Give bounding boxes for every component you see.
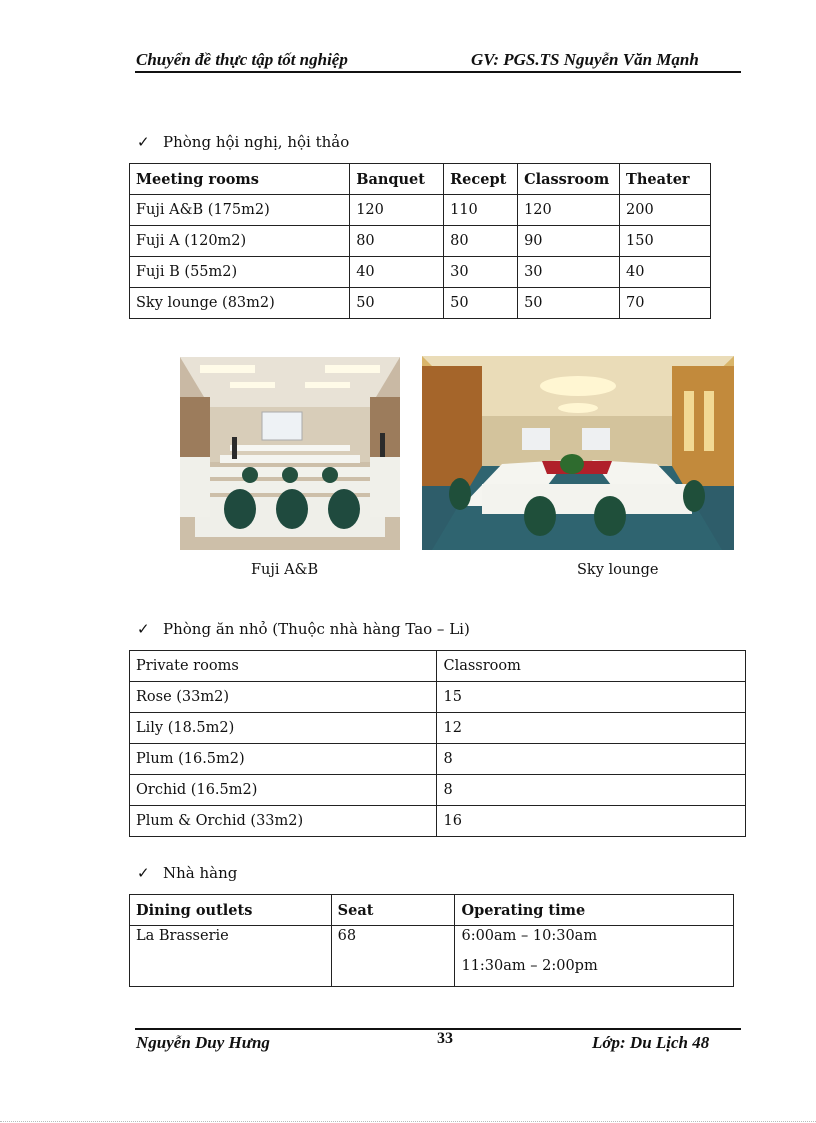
- table-cell: 150: [620, 226, 711, 257]
- page-bottom-divider: [0, 1121, 816, 1122]
- table-cell: 40: [620, 257, 711, 288]
- table-cell: 40: [350, 257, 444, 288]
- sky-lounge-photo: [422, 356, 734, 550]
- table-cell: 120: [518, 195, 620, 226]
- check-icon: ✓: [137, 620, 150, 638]
- operating-time-cell: [455, 926, 734, 987]
- section-restaurant: [137, 864, 237, 882]
- table-cell: Lily (18.5m2): [130, 713, 437, 744]
- private-rooms-table: [129, 650, 746, 837]
- table-header-cell: Seat: [331, 895, 455, 926]
- table-row: [130, 257, 711, 288]
- table-cell: 16: [437, 806, 746, 837]
- table-row: [130, 744, 746, 775]
- table-cell: 110: [444, 195, 518, 226]
- header-left: Chuyển đề thực tập tốt nghiệp: [136, 50, 348, 69]
- table-header-cell: Recept: [444, 164, 518, 195]
- table-header-cell: Classroom: [437, 651, 746, 682]
- table-row: [130, 775, 746, 806]
- table-row: [130, 926, 734, 987]
- table-cell: 50: [518, 288, 620, 319]
- table-cell: Plum & Orchid (33m2): [130, 806, 437, 837]
- table-cell: Fuji B (55m2): [130, 257, 350, 288]
- section-title: Phòng ăn nhỏ (Thuộc nhà hàng Tao – Li): [163, 620, 470, 638]
- table-header-row: [130, 164, 711, 195]
- table-header-row: [130, 895, 734, 926]
- section-title: Nhà hàng: [163, 864, 238, 882]
- table-header-row: [130, 651, 746, 682]
- table-cell: 120: [350, 195, 444, 226]
- operating-time-1: 6:00am – 10:30am: [461, 928, 598, 944]
- section-meeting-rooms: [137, 133, 349, 151]
- table-row: [130, 682, 746, 713]
- table-header-cell: Operating time: [455, 895, 734, 926]
- table-cell: 15: [437, 682, 746, 713]
- header-rule: [135, 71, 741, 73]
- table-header-cell: Banquet: [350, 164, 444, 195]
- table-row: [130, 226, 711, 257]
- table-row: [130, 195, 711, 226]
- table-cell: Orchid (16.5m2): [130, 775, 437, 806]
- table-cell: 8: [437, 744, 746, 775]
- sky-lounge-caption: Sky lounge: [577, 562, 659, 578]
- table-cell: 30: [444, 257, 518, 288]
- table-cell: 50: [350, 288, 444, 319]
- fuji-ab-photo: [180, 357, 400, 550]
- table-cell: La Brasserie: [130, 926, 332, 987]
- table-cell: 8: [437, 775, 746, 806]
- footer-class: Lớp: Du Lịch 48: [592, 1033, 710, 1052]
- section-title: Phòng hội nghị, hội thảo: [163, 133, 350, 151]
- table-cell: 80: [350, 226, 444, 257]
- fuji-ab-caption: Fuji A&B: [251, 562, 319, 578]
- table-cell: 30: [518, 257, 620, 288]
- table-header-cell: Classroom: [518, 164, 620, 195]
- restaurant-table: [129, 894, 734, 987]
- table-row: [130, 713, 746, 744]
- table-cell: Fuji A&B (175m2): [130, 195, 350, 226]
- table-cell: Plum (16.5m2): [130, 744, 437, 775]
- header-right: GV: PGS.TS Nguyễn Văn Mạnh: [471, 50, 699, 69]
- footer-author: Nguyễn Duy Hưng: [136, 1033, 270, 1052]
- table-header-cell: Meeting rooms: [130, 164, 350, 195]
- check-icon: ✓: [137, 133, 150, 151]
- table-header-cell: Private rooms: [130, 651, 437, 682]
- page-number: 33: [437, 1030, 453, 1047]
- table-row: [130, 806, 746, 837]
- table-header-cell: Theater: [620, 164, 711, 195]
- table-cell: 70: [620, 288, 711, 319]
- table-row: [130, 288, 711, 319]
- table-cell: Sky lounge (83m2): [130, 288, 350, 319]
- check-icon: ✓: [137, 864, 150, 882]
- table-cell: 68: [331, 926, 455, 987]
- table-cell: Rose (33m2): [130, 682, 437, 713]
- operating-time-2: 11:30am – 2:00pm: [461, 958, 598, 974]
- table-cell: 200: [620, 195, 711, 226]
- table-cell: 50: [444, 288, 518, 319]
- meeting-rooms-table: [129, 163, 711, 319]
- table-cell: Fuji A (120m2): [130, 226, 350, 257]
- table-cell: 12: [437, 713, 746, 744]
- table-header-cell: Dining outlets: [130, 895, 332, 926]
- section-private-rooms: [137, 620, 470, 638]
- table-cell: 80: [444, 226, 518, 257]
- table-cell: 90: [518, 226, 620, 257]
